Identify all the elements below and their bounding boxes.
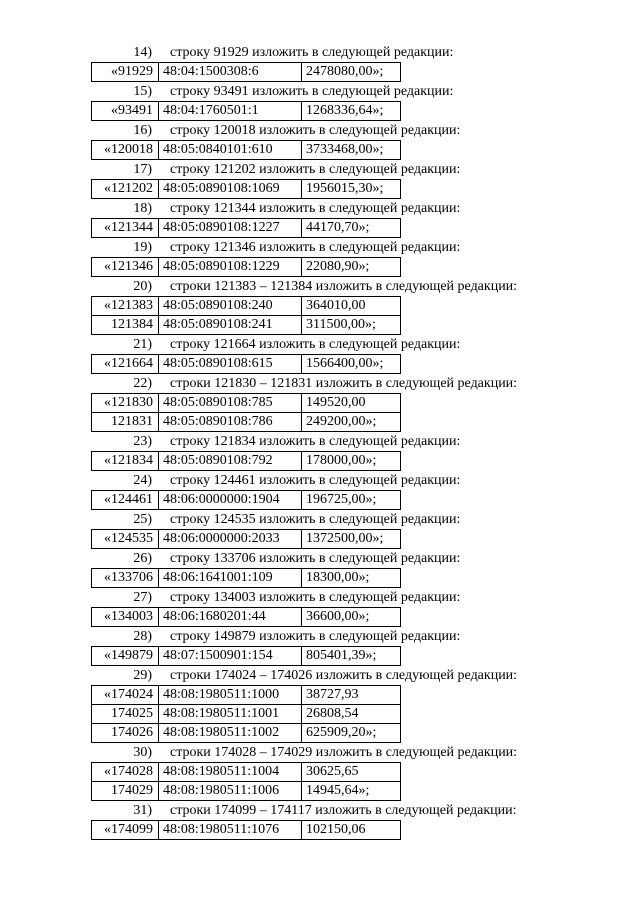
amendment-table xyxy=(91,762,401,801)
item-number: 14) xyxy=(133,45,152,60)
amendment-table xyxy=(91,820,401,840)
amendment-table xyxy=(91,218,401,238)
amendment-table xyxy=(91,354,401,374)
row-number-cell: «120018 xyxy=(92,141,159,160)
value-cell: 3733468,00»; xyxy=(302,141,401,160)
amendment-item xyxy=(0,549,640,588)
table-row xyxy=(92,219,401,238)
cadastral-number-cell: 48:05:0890108:785 xyxy=(159,394,302,413)
amendment-item xyxy=(0,199,640,238)
amendment-item xyxy=(0,43,640,82)
table-row xyxy=(92,724,401,743)
amendment-instruction xyxy=(0,510,640,529)
value-cell: 1372500,00»; xyxy=(302,530,401,549)
cadastral-number-cell: 48:05:0890108:1229 xyxy=(159,258,302,277)
table-row xyxy=(92,491,401,510)
amendment-item xyxy=(0,238,640,277)
instruction-text: строку 124535 изложить в следующей редакции: xyxy=(170,512,461,527)
amendment-instruction xyxy=(0,121,640,140)
value-cell: 102150,06 xyxy=(302,821,401,840)
table-row xyxy=(92,258,401,277)
amendment-table xyxy=(91,179,401,199)
item-number: 24) xyxy=(133,473,152,488)
table-row xyxy=(92,102,401,121)
table-row xyxy=(92,763,401,782)
row-number-cell: «124461 xyxy=(92,491,159,510)
amendment-item xyxy=(0,82,640,121)
instruction-text: строку 121346 изложить в следующей редакции: xyxy=(170,240,461,255)
cadastral-number-cell: 48:04:1760501:1 xyxy=(159,102,302,121)
item-number: 20) xyxy=(133,279,152,294)
value-cell: 1956015,30»; xyxy=(302,180,401,199)
row-number-cell: «133706 xyxy=(92,569,159,588)
cadastral-number-cell: 48:07:1500901:154 xyxy=(159,647,302,666)
table-row xyxy=(92,705,401,724)
amendment-item xyxy=(0,743,640,801)
row-number-cell: «121664 xyxy=(92,355,159,374)
item-number: 26) xyxy=(133,551,152,566)
instruction-text: строки 121830 – 121831 изложить в следующей редакции: xyxy=(170,376,518,391)
instruction-text: строки 121383 – 121384 изложить в следующей редакции: xyxy=(170,279,518,294)
value-cell: 22080,90»; xyxy=(302,258,401,277)
amendment-item xyxy=(0,471,640,510)
value-cell: 18300,00»; xyxy=(302,569,401,588)
table-row xyxy=(92,316,401,335)
cadastral-number-cell: 48:05:0890108:1069 xyxy=(159,180,302,199)
amendment-instruction xyxy=(0,160,640,179)
item-number: 23) xyxy=(133,434,152,449)
table-row xyxy=(92,782,401,801)
amendment-item xyxy=(0,801,640,840)
item-number: 29) xyxy=(133,668,152,683)
item-number: 17) xyxy=(133,162,152,177)
row-number-cell: 174026 xyxy=(92,724,159,743)
instruction-text: строку 124461 изложить в следующей редакции: xyxy=(170,473,461,488)
amendment-table xyxy=(91,62,401,82)
row-number-cell: 174025 xyxy=(92,705,159,724)
row-number-cell: 121831 xyxy=(92,413,159,432)
value-cell: 1566400,00»; xyxy=(302,355,401,374)
amendment-table xyxy=(91,568,401,588)
item-number: 18) xyxy=(133,201,152,216)
item-number: 27) xyxy=(133,590,152,605)
amendment-instruction xyxy=(0,432,640,451)
item-number: 15) xyxy=(133,84,152,99)
value-cell: 26808,54 xyxy=(302,705,401,724)
cadastral-number-cell: 48:06:1641001:109 xyxy=(159,569,302,588)
amendment-table xyxy=(91,607,401,627)
cadastral-number-cell: 48:05:0890108:241 xyxy=(159,316,302,335)
value-cell: 36600,00»; xyxy=(302,608,401,627)
value-cell: 178000,00»; xyxy=(302,452,401,471)
cadastral-number-cell: 48:08:1980511:1000 xyxy=(159,686,302,705)
amendment-table xyxy=(91,296,401,335)
amendment-item xyxy=(0,277,640,335)
table-row xyxy=(92,141,401,160)
item-number: 25) xyxy=(133,512,152,527)
value-cell: 805401,39»; xyxy=(302,647,401,666)
amendment-item xyxy=(0,588,640,627)
item-number: 21) xyxy=(133,337,152,352)
row-number-cell: 174029 xyxy=(92,782,159,801)
cadastral-number-cell: 48:05:0840101:610 xyxy=(159,141,302,160)
table-row xyxy=(92,394,401,413)
amendment-item xyxy=(0,374,640,432)
instruction-text: строку 134003 изложить в следующей редакции: xyxy=(170,590,461,605)
value-cell: 311500,00»; xyxy=(302,316,401,335)
value-cell: 364010,00 xyxy=(302,297,401,316)
row-number-cell: 121384 xyxy=(92,316,159,335)
amendment-table xyxy=(91,140,401,160)
amendment-item xyxy=(0,627,640,666)
instruction-text: строку 149879 изложить в следующей редакции: xyxy=(170,629,461,644)
value-cell: 2478080,00»; xyxy=(302,63,401,82)
amendment-table xyxy=(91,451,401,471)
row-number-cell: «174024 xyxy=(92,686,159,705)
cadastral-number-cell: 48:06:1680201:44 xyxy=(159,608,302,627)
amendment-table xyxy=(91,257,401,277)
cadastral-number-cell: 48:06:0000000:2033 xyxy=(159,530,302,549)
row-number-cell: «124535 xyxy=(92,530,159,549)
amendment-table xyxy=(91,490,401,510)
table-row xyxy=(92,686,401,705)
row-number-cell: «121383 xyxy=(92,297,159,316)
table-row xyxy=(92,647,401,666)
cadastral-number-cell: 48:08:1980511:1001 xyxy=(159,705,302,724)
table-row xyxy=(92,530,401,549)
amendment-instruction xyxy=(0,743,640,762)
cadastral-number-cell: 48:06:0000000:1904 xyxy=(159,491,302,510)
amendment-item xyxy=(0,335,640,374)
instruction-text: строку 91929 изложить в следующей редакции: xyxy=(170,45,454,60)
amendment-instruction xyxy=(0,43,640,62)
amendment-item xyxy=(0,160,640,199)
cadastral-number-cell: 48:05:0890108:786 xyxy=(159,413,302,432)
value-cell: 30625,65 xyxy=(302,763,401,782)
amendment-instruction xyxy=(0,238,640,257)
amendment-instruction xyxy=(0,82,640,101)
amendment-instruction xyxy=(0,549,640,568)
cadastral-number-cell: 48:08:1980511:1004 xyxy=(159,763,302,782)
value-cell: 625909,20»; xyxy=(302,724,401,743)
table-row xyxy=(92,297,401,316)
table-row xyxy=(92,63,401,82)
item-number: 28) xyxy=(133,629,152,644)
table-row xyxy=(92,355,401,374)
amendment-instruction xyxy=(0,801,640,820)
instruction-text: строку 93491 изложить в следующей редакции: xyxy=(170,84,454,99)
instruction-text: строки 174028 – 174029 изложить в следующей редакции: xyxy=(170,745,518,760)
row-number-cell: «93491 xyxy=(92,102,159,121)
row-number-cell: «121202 xyxy=(92,180,159,199)
amendment-instruction xyxy=(0,277,640,296)
cadastral-number-cell: 48:05:0890108:615 xyxy=(159,355,302,374)
instruction-text: строку 121834 изложить в следующей редакции: xyxy=(170,434,461,449)
amendment-item xyxy=(0,666,640,743)
row-number-cell: «121346 xyxy=(92,258,159,277)
table-row xyxy=(92,821,401,840)
amendment-instruction xyxy=(0,471,640,490)
amendment-table xyxy=(91,393,401,432)
instruction-text: строки 174024 – 174026 изложить в следующей редакции: xyxy=(170,668,518,683)
amendment-instruction xyxy=(0,335,640,354)
value-cell: 44170,70»; xyxy=(302,219,401,238)
instruction-text: строку 121344 изложить в следующей редакции: xyxy=(170,201,461,216)
item-number: 30) xyxy=(133,745,152,760)
amendment-table xyxy=(91,685,401,743)
cadastral-number-cell: 48:08:1980511:1002 xyxy=(159,724,302,743)
cadastral-number-cell: 48:04:1500308:6 xyxy=(159,63,302,82)
row-number-cell: «121834 xyxy=(92,452,159,471)
row-number-cell: «91929 xyxy=(92,63,159,82)
amendment-item xyxy=(0,432,640,471)
amendment-instruction xyxy=(0,666,640,685)
table-row xyxy=(92,569,401,588)
amendment-table xyxy=(91,646,401,666)
row-number-cell: «121830 xyxy=(92,394,159,413)
value-cell: 38727,93 xyxy=(302,686,401,705)
amendment-instruction xyxy=(0,374,640,393)
row-number-cell: «174028 xyxy=(92,763,159,782)
value-cell: 196725,00»; xyxy=(302,491,401,510)
value-cell: 1268336,64»; xyxy=(302,102,401,121)
table-row xyxy=(92,608,401,627)
instruction-text: строку 120018 изложить в следующей редакции: xyxy=(170,123,461,138)
row-number-cell: «134003 xyxy=(92,608,159,627)
amendment-instruction xyxy=(0,627,640,646)
cadastral-number-cell: 48:08:1980511:1076 xyxy=(159,821,302,840)
amendment-item xyxy=(0,510,640,549)
table-row xyxy=(92,452,401,471)
document-body xyxy=(0,43,640,840)
amendment-table xyxy=(91,529,401,549)
value-cell: 14945,64»; xyxy=(302,782,401,801)
instruction-text: строку 121202 изложить в следующей редакции: xyxy=(170,162,461,177)
value-cell: 149520,00 xyxy=(302,394,401,413)
amendment-table xyxy=(91,101,401,121)
value-cell: 249200,00»; xyxy=(302,413,401,432)
row-number-cell: «174099 xyxy=(92,821,159,840)
instruction-text: строку 133706 изложить в следующей редакции: xyxy=(170,551,461,566)
amendment-instruction xyxy=(0,199,640,218)
amendment-instruction xyxy=(0,588,640,607)
table-row xyxy=(92,413,401,432)
table-row xyxy=(92,180,401,199)
instruction-text: строки 174099 – 174117 изложить в следующей редакции: xyxy=(170,803,517,818)
item-number: 16) xyxy=(133,123,152,138)
item-number: 22) xyxy=(133,376,152,391)
amendment-item xyxy=(0,121,640,160)
instruction-text: строку 121664 изложить в следующей редакции: xyxy=(170,337,461,352)
cadastral-number-cell: 48:05:0890108:1227 xyxy=(159,219,302,238)
cadastral-number-cell: 48:05:0890108:792 xyxy=(159,452,302,471)
item-number: 19) xyxy=(133,240,152,255)
cadastral-number-cell: 48:08:1980511:1006 xyxy=(159,782,302,801)
cadastral-number-cell: 48:05:0890108:240 xyxy=(159,297,302,316)
item-number: 31) xyxy=(133,803,152,818)
row-number-cell: «149879 xyxy=(92,647,159,666)
row-number-cell: «121344 xyxy=(92,219,159,238)
